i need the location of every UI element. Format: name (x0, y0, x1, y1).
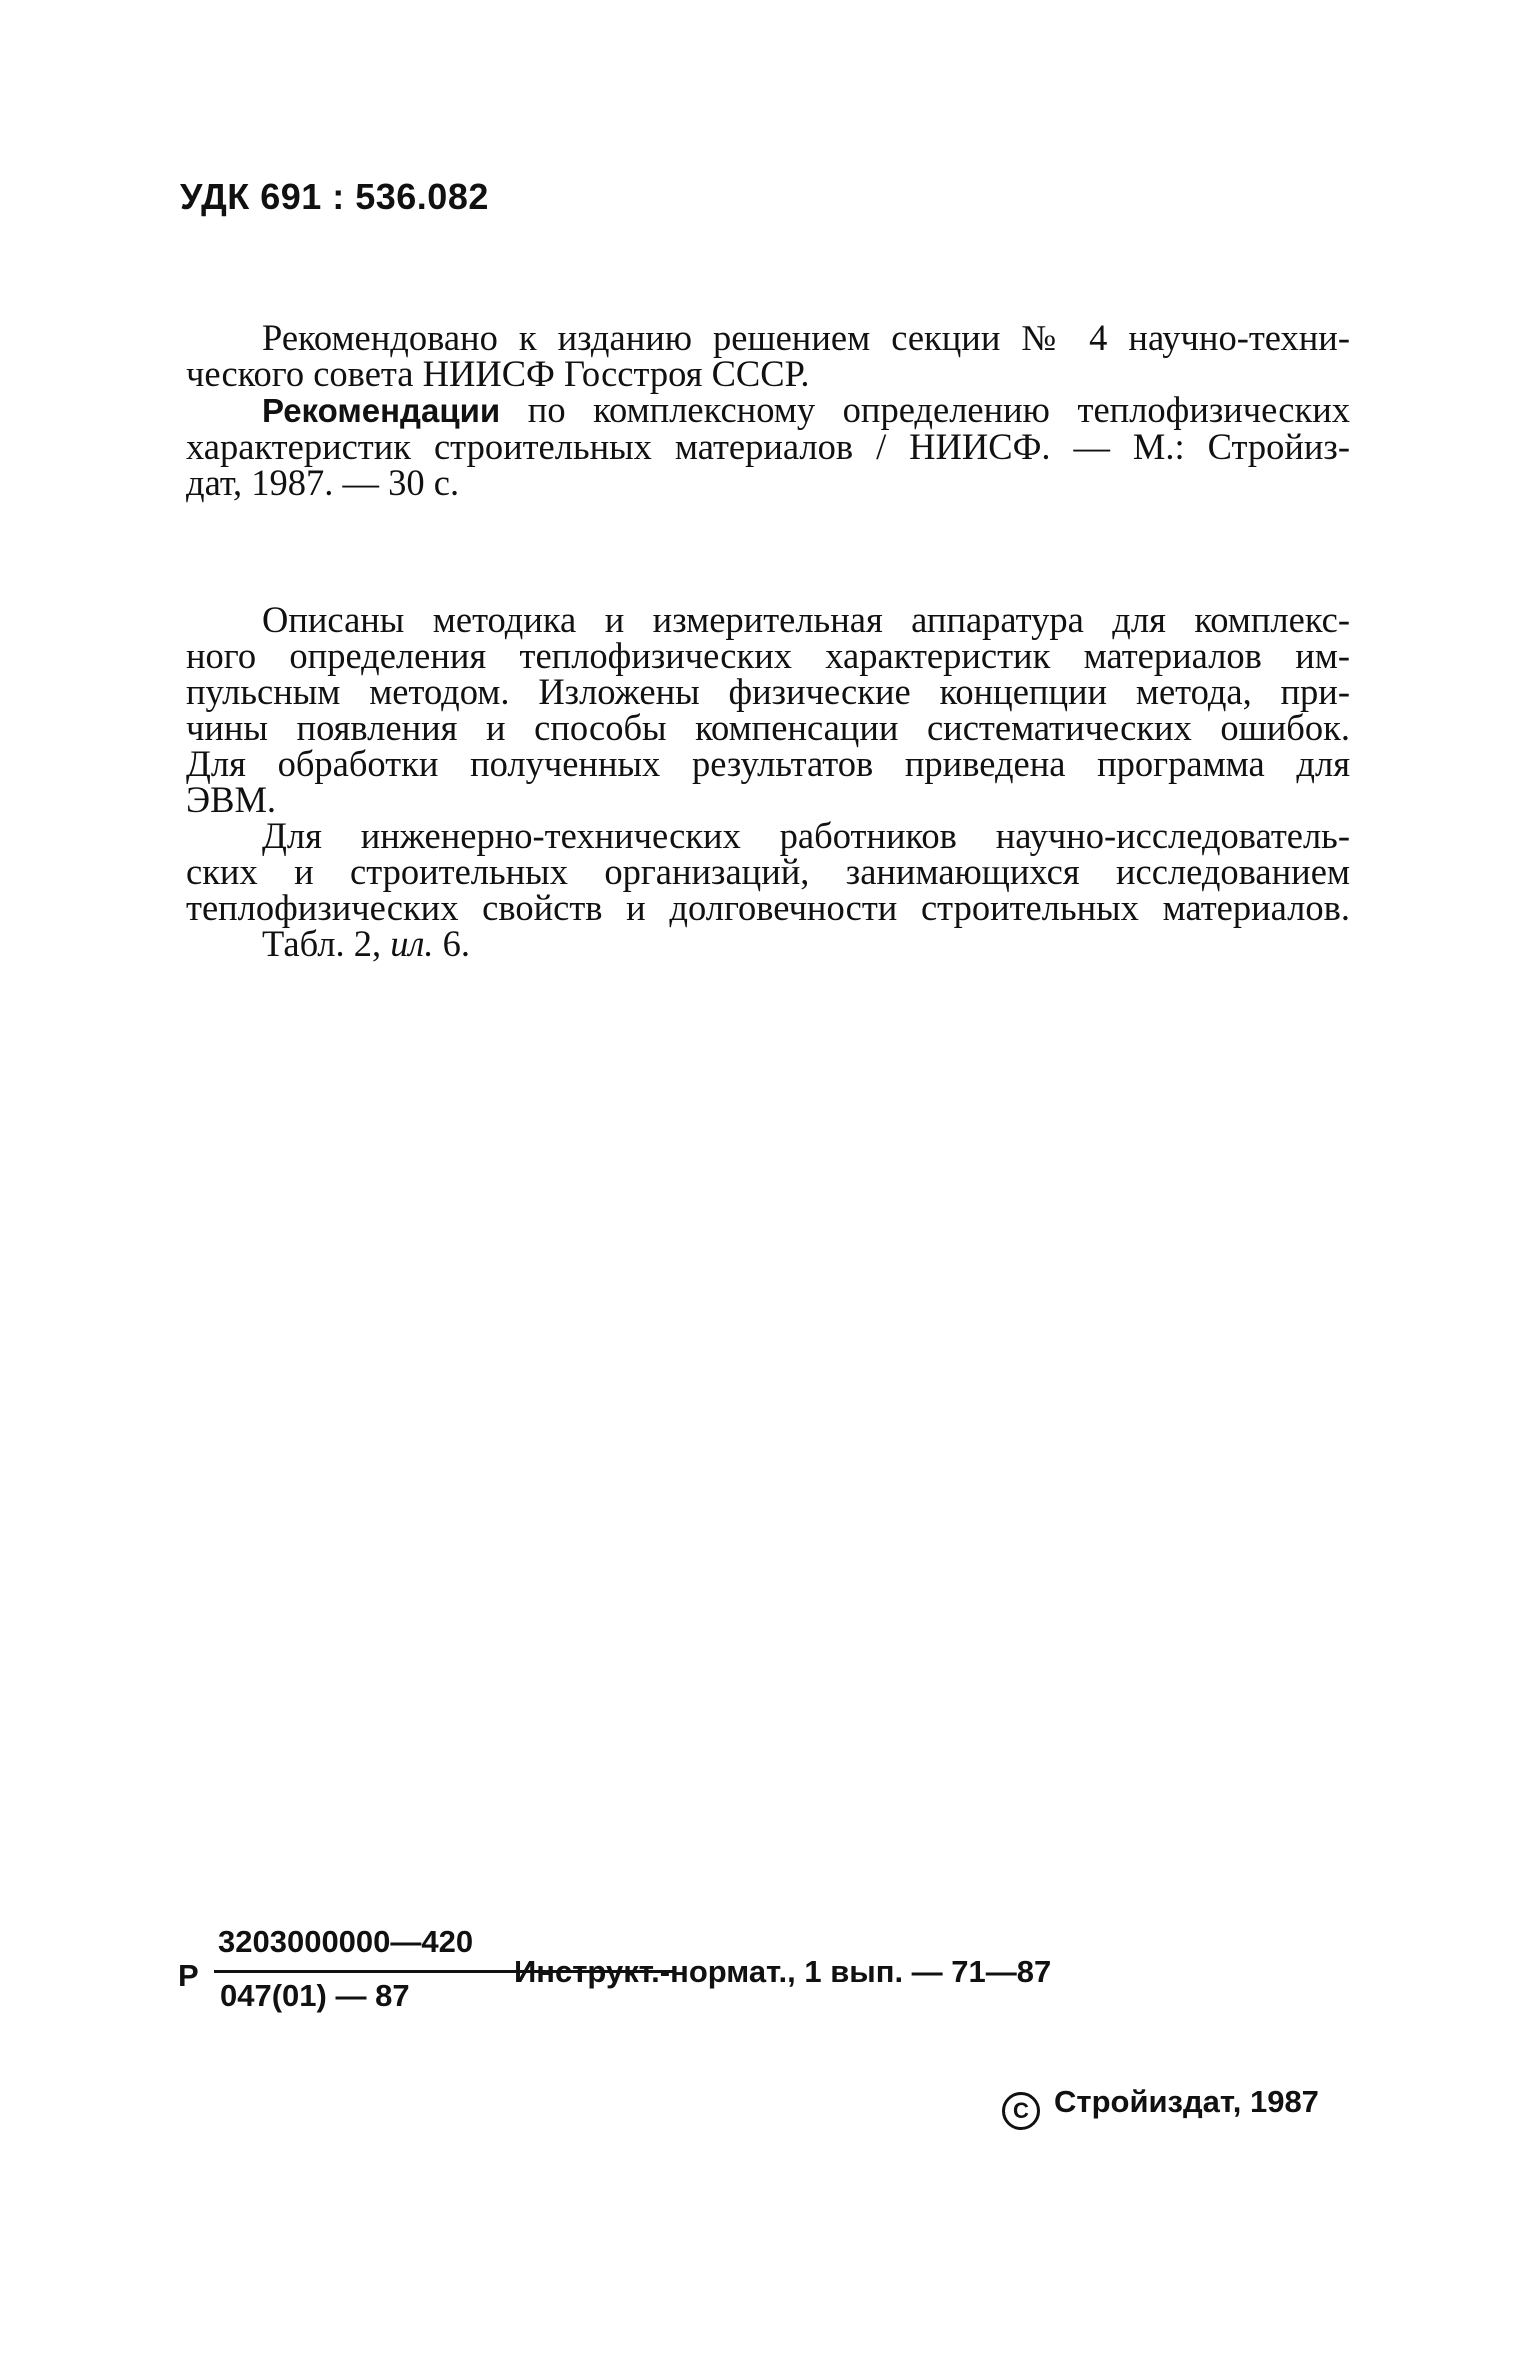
tables-note-ill: ил. (390, 923, 434, 964)
copyright-line (1002, 2084, 1319, 2130)
abstract-line: пульсным методом. Изложены физические концепции метода, при- (186, 671, 1350, 712)
copyright-icon: C (1002, 2092, 1040, 2130)
audience-line: ских и строительных организаций, занимающихся исследованием (186, 851, 1350, 892)
abstract-block (186, 599, 1350, 964)
citation-line-rest: по комплексному определению теплофизических (500, 389, 1350, 430)
citation-title: Рекомендации (262, 392, 501, 429)
index-letter: Р (178, 1958, 199, 1993)
abstract-line: чины появления и способы компенсации систематических ошибок. (186, 707, 1350, 748)
abstract-line: Для обработки полученных результатов приведена программа для (186, 743, 1350, 784)
tables-note (186, 923, 1350, 964)
abstract-line: ного определения теплофизических характеристик материалов им- (186, 635, 1350, 676)
instruction-note: Инструкт.-нормат., 1 вып. — 71—87 (514, 1954, 1052, 1989)
abstract-line: ЭВМ. (186, 779, 277, 820)
audience-line: Для инженерно-технических работников научно-исследователь- (262, 815, 1350, 856)
citation-line: дат, 1987. — 30 с. (186, 462, 460, 503)
abstract-line: Описаны методика и измерительная аппаратура для комплекс- (262, 599, 1350, 640)
citation-line: характеристик строительных материалов / НИИСФ. — М.: Стройиз- (186, 426, 1350, 467)
index-numerator: 3203000000—420 (218, 1924, 474, 1959)
tables-note-prefix: Табл. 2, (262, 923, 391, 964)
citation-line (186, 389, 1350, 430)
recommendation-block (186, 317, 1350, 503)
recommendation-line: Рекомендовано к изданию решением секции № 4 научно-техни- (262, 317, 1350, 358)
tables-note-suffix: 6. (433, 923, 471, 964)
copyright-text: Стройиздат, 1987 (1054, 2084, 1319, 2119)
udk-code: УДК 691 : 536.082 (180, 176, 489, 217)
audience-line: теплофизических свойств и долговечности строительных материалов. (186, 887, 1350, 928)
recommendation-line: ческого совета НИИСФ Госстроя СССР. (186, 353, 810, 394)
index-denominator: 047(01) — 87 (220, 1978, 410, 2013)
